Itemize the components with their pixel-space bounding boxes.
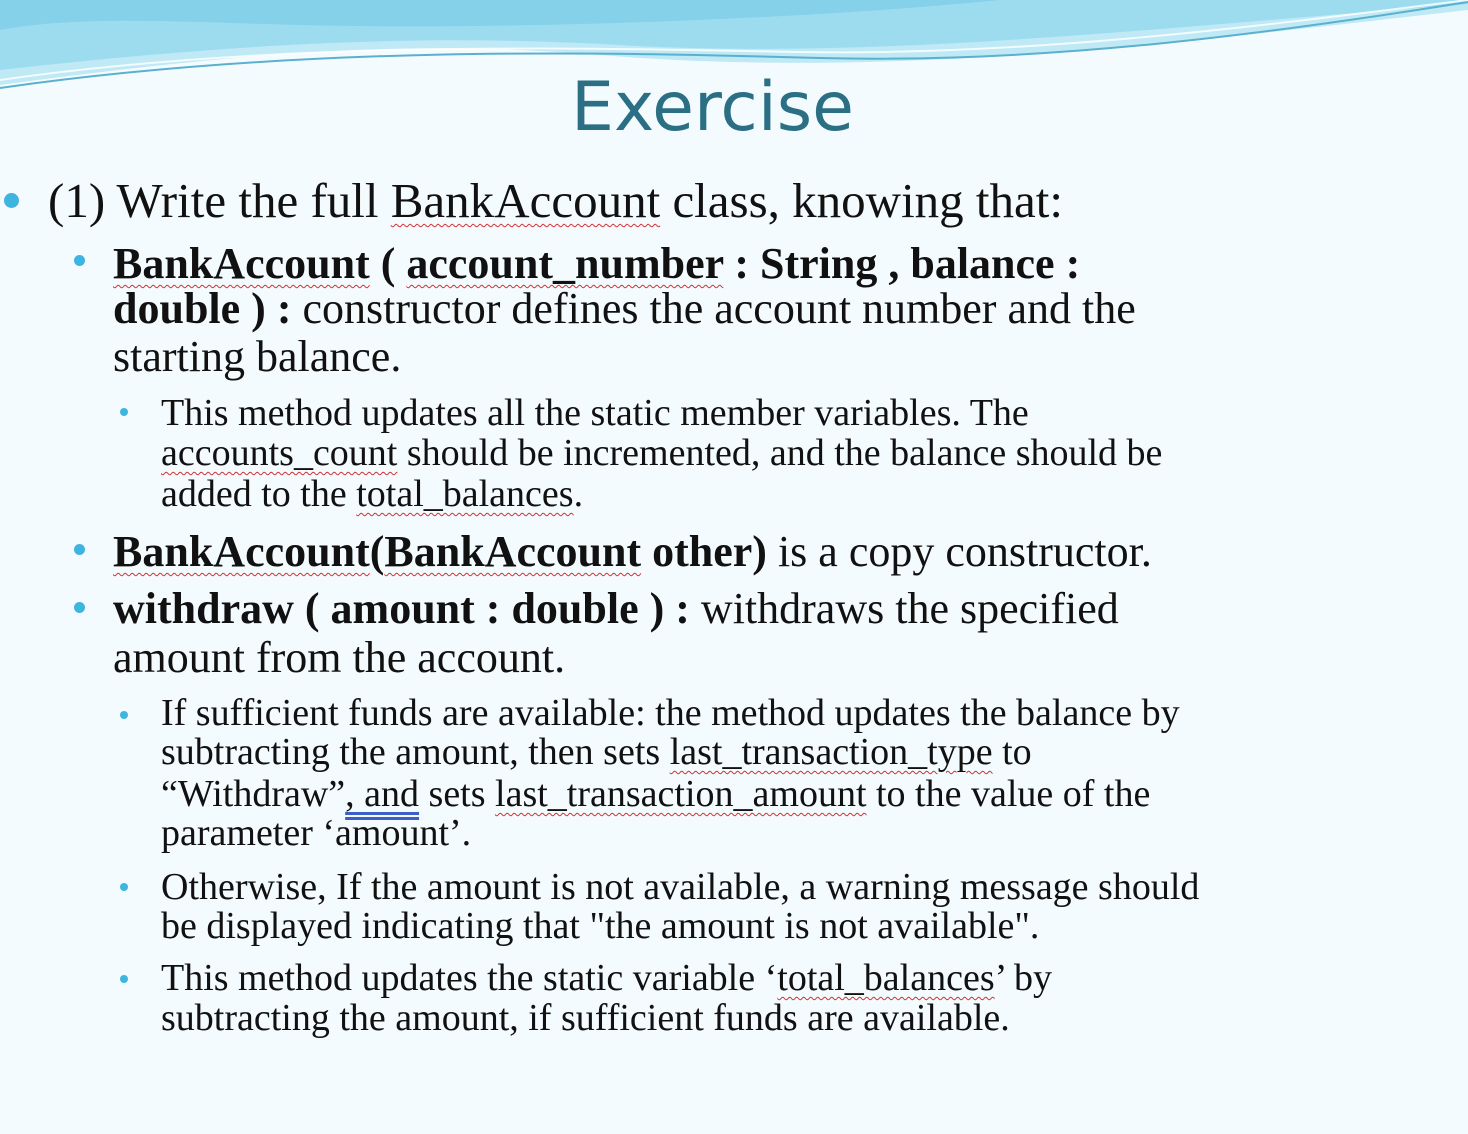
bullet-dot — [120, 408, 128, 416]
bullet-dot — [120, 711, 128, 719]
class-name-term: BankAccount — [390, 173, 661, 228]
withdraw-note-3-line-2: subtracting the amount, if sufficient funds are available. — [161, 997, 1010, 1039]
constructor-note-line-3: added to the total_balances. — [161, 473, 584, 515]
constructor-description-line: double ) : constructor defines the account number and the — [113, 284, 1136, 333]
bullet-dot — [74, 255, 85, 266]
constructor-signature-line: BankAccount ( account_number : String , balance : — [113, 239, 1081, 288]
bullet-dot — [120, 883, 128, 891]
withdraw-note-2-line-2: be displayed indicating that "the amount is not available". — [161, 905, 1040, 947]
intro-line: (1) Write the full BankAccount class, knowing that: — [48, 173, 1064, 228]
withdraw-note-1-line-4: parameter ‘amount’. — [161, 812, 472, 854]
withdraw-note-3-line-1: This method updates the static variable ‘total_balances’ by — [161, 957, 1052, 999]
constructor-note-line-1: This method updates all the static member variables. The — [161, 392, 1029, 434]
slide-title: Exercise — [571, 68, 854, 147]
constructor-description-line-2: starting balance. — [113, 332, 402, 381]
constructor-note-line-2: accounts_count should be incremented, and the balance should be — [161, 432, 1163, 474]
withdraw-note-1-line-3: “Withdraw”, and sets last_transaction_amount to the value of the — [161, 773, 1151, 815]
withdraw-note-1-line-1: If sufficient funds are available: the method updates the balance by — [161, 692, 1180, 734]
bullet-dot — [74, 602, 85, 613]
bullet-dot — [120, 975, 128, 983]
withdraw-note-1-line-2: subtracting the amount, then sets last_transaction_type to — [161, 731, 1032, 773]
withdraw-signature-line: withdraw ( amount : double ) : withdraws the specified — [113, 584, 1119, 633]
withdraw-description-line-2: amount from the account. — [113, 633, 566, 682]
copy-constructor-line: BankAccount(BankAccount other) is a copy constructor. — [113, 527, 1152, 576]
withdraw-note-2-line-1: Otherwise, If the amount is not available, a warning message should — [161, 866, 1200, 908]
bullet-dot — [74, 544, 85, 555]
bullet-dot — [4, 193, 19, 208]
